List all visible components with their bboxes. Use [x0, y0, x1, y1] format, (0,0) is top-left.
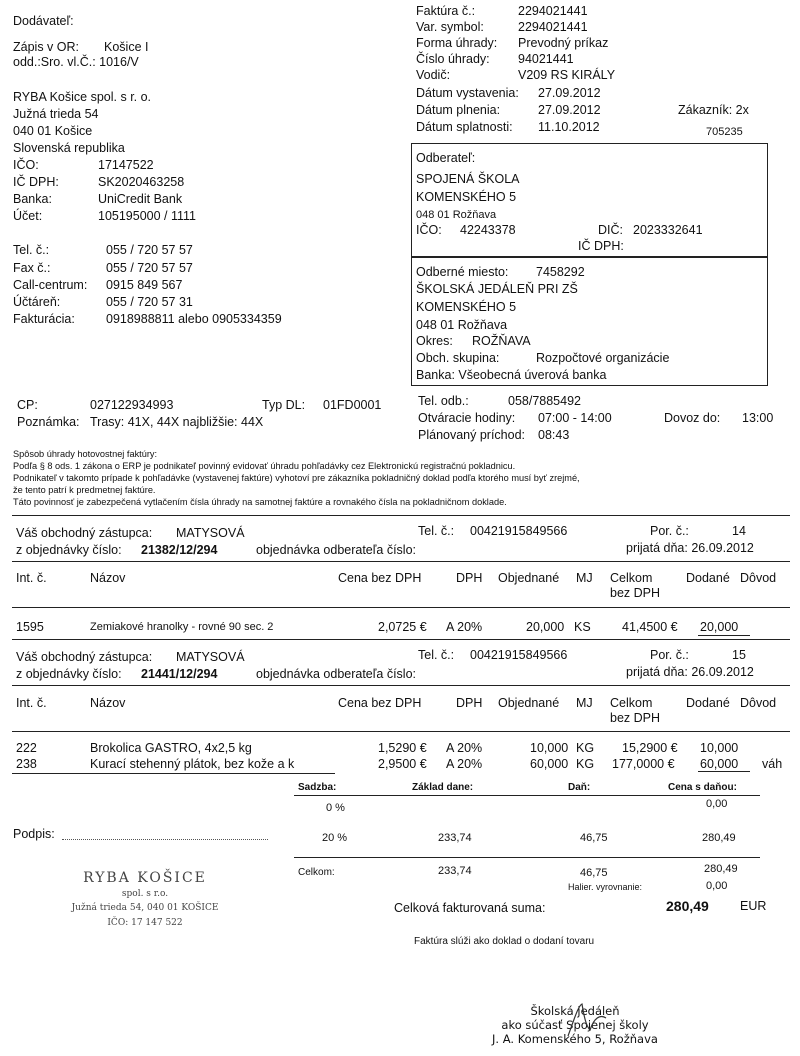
sum-grand-total: 280,49 — [704, 863, 738, 875]
buyer-dic: 2023332641 — [633, 223, 703, 237]
dl-type: 01FD0001 — [323, 398, 382, 412]
buyer-street: KOMENSKÉHO 5 — [416, 190, 517, 204]
sum-base-total: 233,74 — [438, 865, 472, 877]
order-tel-label: Tel. č.: — [418, 524, 455, 538]
divider — [12, 515, 790, 516]
signature-line — [62, 839, 268, 840]
hours: 07:00 - 14:00 — [538, 411, 612, 425]
stamp-title: RYBA KOŠICE — [83, 870, 207, 886]
billing-value: 0918988811 alebo 0905334359 — [106, 312, 282, 326]
received-date: prijatá dňa: 26.09.2012 — [626, 541, 754, 555]
divider — [12, 639, 790, 640]
underline — [698, 635, 750, 636]
invoice-number-label: Faktúra č.: — [416, 4, 476, 18]
tel-label: Tel. č.: — [13, 243, 50, 257]
issued-label: Dátum vystavenia: — [416, 86, 519, 100]
stamp-sub: spol. s r.o. — [121, 889, 169, 899]
col-total: Celkom bez DPH — [610, 696, 661, 725]
payno: 94021441 — [518, 52, 574, 66]
buyer-ico: 42243378 — [460, 223, 516, 237]
supplier-city: 040 01 Košice — [13, 124, 93, 138]
call-value: 0915 849 567 — [106, 278, 183, 292]
item-delivered: 10,000 — [700, 741, 739, 755]
delivery-city: 048 01 Rožňava — [416, 318, 508, 332]
supplier-ico: 17147522 — [98, 158, 154, 172]
accounting-label: Účtáreň: — [13, 295, 61, 309]
item-total: 41,4500 € — [622, 620, 678, 634]
por: 14 — [732, 524, 746, 538]
item-id: 222 — [16, 741, 37, 755]
col-id: Int. č. — [16, 696, 47, 710]
col-price: Cena bez DPH — [338, 571, 422, 585]
buyer-dic-label: DIČ: — [598, 223, 623, 237]
divider — [12, 607, 790, 608]
col-id: Int. č. — [16, 571, 47, 585]
register-label: Zápis v OR: — [13, 40, 79, 54]
delivery-label: Odberné miesto: — [416, 265, 509, 279]
col-name: Názov — [90, 696, 126, 710]
dl-type-label: Typ DL: — [262, 398, 306, 412]
sum-label: Celkom: — [298, 867, 335, 878]
dovoz-label: Dovoz do: — [664, 411, 721, 425]
delivery-street: KOMENSKÉHO 5 — [416, 300, 517, 314]
col-unit: MJ — [576, 571, 593, 585]
sum-col-rate: Sadzba: — [298, 782, 337, 793]
rounding-label: Halier. vyrovnanie: — [568, 882, 643, 892]
col-delivered: Dodané — [686, 571, 730, 585]
supplier-country: Slovenská republika — [13, 141, 125, 155]
col-vat: DPH — [456, 696, 483, 710]
stamp-ico: IČO: 17 147 522 — [107, 918, 183, 928]
sum-tax-total: 46,75 — [580, 867, 608, 879]
buyer-tel-label: Tel. odb.: — [418, 394, 469, 408]
item-qty: 60,000 — [530, 757, 569, 771]
underline — [698, 771, 750, 772]
order-number: 21382/12/294 — [141, 543, 218, 557]
item-vat: A 20% — [446, 757, 483, 771]
rep-label: Váš obchodný zástupca: — [16, 650, 153, 664]
col-reason: Dôvod — [740, 696, 777, 710]
item-delivered: 20,000 — [700, 620, 739, 634]
varsym: 2294021441 — [518, 20, 588, 34]
fax-value: 055 / 720 57 57 — [106, 261, 193, 275]
buyer-icdph-label: IČ DPH: — [578, 239, 624, 253]
receiver-line: J. A. Komenského 5, Rožňava — [492, 1032, 658, 1046]
footnote: Faktúra slúži ako doklad o dodaní tovaru — [414, 936, 595, 947]
divider — [12, 561, 790, 562]
received-date: prijatá dňa: 26.09.2012 — [626, 665, 754, 679]
buyer-heading: Odberateľ: — [416, 151, 476, 165]
item-reason: váh — [762, 757, 783, 771]
supplier-icdph-label: IČ DPH: — [13, 175, 59, 189]
por-label: Por. č.: — [650, 524, 689, 538]
supplier-account: 105195000 / 1111 — [98, 209, 197, 223]
item-unit: KG — [576, 741, 595, 755]
notice-line: Spôsob úhrady hotovostnej faktúry: — [13, 449, 158, 459]
stamp-address: Južná trieda 54, 040 01 KOŠICE — [71, 903, 219, 913]
sum-tax: 46,75 — [580, 832, 608, 844]
rep: MATYSOVÁ — [176, 526, 245, 540]
grand-label: Celková fakturovaná suma: — [394, 901, 546, 915]
receiver-line: ako súčasť Spojenej školy — [501, 1018, 649, 1032]
supplier-icdph: SK2020463258 — [98, 175, 185, 189]
por-label: Por. č.: — [650, 648, 689, 662]
ref-number: 705235 — [706, 126, 743, 138]
invoice-number: 2294021441 — [518, 4, 588, 18]
due: 11.10.2012 — [538, 120, 600, 134]
divider — [12, 685, 790, 686]
buyer-order-label: objednávka odberateľa číslo: — [256, 543, 417, 557]
supplier-street: Južná trieda 54 — [13, 107, 99, 121]
arrival-label: Plánovaný príchod: — [418, 428, 526, 442]
item-qty: 20,000 — [526, 620, 565, 634]
handwritten-signature — [560, 1000, 620, 1040]
supplier-heading: Dodávateľ: — [13, 14, 74, 28]
dovoz: 13:00 — [742, 411, 774, 425]
driver: V209 RS KIRÁLY — [518, 68, 616, 82]
receiver-line: Školská jedáleň — [530, 1004, 620, 1018]
sum-rate: 0 % — [326, 802, 345, 814]
sum-total: 280,49 — [702, 832, 736, 844]
grand-total: 280,49 — [666, 898, 709, 914]
col-unit: MJ — [576, 696, 593, 710]
notice-line: Táto povinnosť je zabezpečená vytlačením čísla úhrady na samotnej faktúre a rovnakého čísla na pokladničnom doklade. — [13, 497, 507, 507]
divider — [12, 731, 790, 732]
order-number: 21441/12/294 — [141, 667, 218, 681]
fulfil-label: Dátum plnenia: — [416, 103, 501, 117]
buyer-name: SPOJENÁ ŠKOLA — [416, 172, 520, 186]
register-value: Košice I — [104, 40, 149, 54]
col-delivered: Dodané — [686, 696, 730, 710]
col-price: Cena bez DPH — [338, 696, 422, 710]
rep-label: Váš obchodný zástupca: — [16, 526, 153, 540]
signature-label: Podpis: — [13, 827, 55, 841]
item-qty: 10,000 — [530, 741, 569, 755]
order-tel: 00421915849566 — [470, 648, 568, 662]
sum-col-tax: Daň: — [568, 782, 591, 793]
item-unit: KS — [574, 620, 591, 634]
note: Trasy: 41X, 44X najbližšie: 44X — [90, 415, 264, 429]
cp-value: 027122934993 — [90, 398, 174, 412]
sum-rate: 20 % — [322, 832, 348, 844]
supplier-account-label: Účet: — [13, 209, 43, 223]
rounding: 0,00 — [706, 880, 728, 892]
billing-label: Fakturácia: — [13, 312, 75, 326]
item-price: 2,9500 € — [378, 757, 427, 771]
item-name: Zemiakové hranolky - rovné 90 sec. 2 — [90, 621, 274, 633]
delivery-code: 7458292 — [536, 265, 585, 279]
item-price: 1,5290 € — [378, 741, 427, 755]
supplier-stamp — [30, 870, 260, 928]
notice-line: Podnikateľ v takomto prípade k pohľadávke (vystavenej faktúre) vyhotoví pre zákazníka pokladničný doklad podľa ktorého musí byť zrejmé, — [13, 473, 580, 483]
order-label: z objednávky číslo: — [16, 667, 122, 681]
divider — [294, 795, 760, 796]
item-total: 177,0000 € — [612, 757, 675, 771]
item-unit: KG — [576, 757, 595, 771]
order-tel: 00421915849566 — [470, 524, 568, 538]
varsym-label: Var. symbol: — [416, 20, 484, 34]
col-ordered: Objednané — [498, 571, 560, 585]
cp-label: CP: — [17, 398, 38, 412]
group: Rozpočtové organizácie — [536, 351, 670, 365]
supplier-ico-label: IČO: — [13, 158, 39, 172]
hours-label: Otváracie hodiny: — [418, 411, 516, 425]
fax-label: Fax č.: — [13, 261, 51, 275]
col-name: Názov — [90, 571, 126, 585]
supplier-name: RYBA Košice spol. s r. o. — [13, 90, 152, 104]
fulfil: 27.09.2012 — [538, 103, 601, 117]
order-tel-label: Tel. č.: — [418, 648, 455, 662]
item-total: 15,2900 € — [622, 741, 678, 755]
buyer-tel: 058/7885492 — [508, 394, 581, 408]
item-name: Brokolica GASTRO, 4x2,5 kg — [90, 741, 252, 755]
buyer-order-label: objednávka odberateľa číslo: — [256, 667, 417, 681]
district: ROŽŇAVA — [472, 334, 531, 348]
supplier-bank: UniCredit Bank — [98, 192, 183, 206]
item-vat: A 20% — [446, 741, 483, 755]
payment-notice — [13, 448, 580, 508]
buyer-ico-label: IČO: — [416, 223, 442, 237]
order-label: z objednávky číslo: — [16, 543, 122, 557]
group-label: Obch. skupina: — [416, 351, 500, 365]
register-section: odd.:Sro. vl.Č.: 1016/V — [13, 55, 139, 69]
item-id: 1595 — [16, 620, 44, 634]
issued: 27.09.2012 — [538, 86, 601, 100]
delivery-name: ŠKOLSKÁ JEDÁLEŇ PRI ZŠ — [416, 282, 578, 296]
item-name: Kurací stehenný plátok, bez kože a k — [90, 757, 295, 771]
item-price: 2,0725 € — [378, 620, 427, 634]
sum-col-base: Základ dane: — [412, 782, 474, 793]
notice-line: že tento patrí k predmetnej faktúre. — [13, 485, 156, 495]
item-vat: A 20% — [446, 620, 483, 634]
call-label: Call-centrum: — [13, 278, 88, 292]
payment-label: Forma úhrady: — [416, 36, 498, 50]
sum-base: 233,74 — [438, 832, 472, 844]
payno-label: Číslo úhrady: — [416, 52, 490, 66]
col-ordered: Objednané — [498, 696, 560, 710]
customer-label: Zákazník: 2x — [678, 103, 749, 117]
item-id: 238 — [16, 757, 37, 771]
item-delivered: 60,000 — [700, 757, 739, 771]
note-label: Poznámka: — [17, 415, 80, 429]
delivery-bank: Banka: Všeobecná úverová banka — [416, 368, 607, 382]
notice-line: Podľa § 8 ods. 1 zákona o ERP je podnikateľ povinný evidovať úhradu pohľadávky cez Elektronickú registračnú pokladnicu. — [13, 461, 516, 471]
col-vat: DPH — [456, 571, 483, 585]
tel-value: 055 / 720 57 57 — [106, 243, 193, 257]
due-label: Dátum splatnosti: — [416, 120, 513, 134]
district-label: Okres: — [416, 334, 453, 348]
col-reason: Dôvod — [740, 571, 777, 585]
accounting-value: 055 / 720 57 31 — [106, 295, 193, 309]
supplier-bank-label: Banka: — [13, 192, 52, 206]
rep: MATYSOVÁ — [176, 650, 245, 664]
buyer-city: 048 01 Rožňava — [416, 209, 497, 221]
sum-col-total: Cena s daňou: — [668, 782, 737, 793]
currency: EUR — [740, 899, 767, 913]
col-total: Celkom bez DPH — [610, 571, 661, 600]
arrival: 08:43 — [538, 428, 570, 442]
divider — [12, 773, 335, 774]
divider — [294, 857, 760, 858]
por: 15 — [732, 648, 746, 662]
payment: Prevodný príkaz — [518, 36, 609, 50]
driver-label: Vodič: — [416, 68, 451, 82]
sum-total: 0,00 — [706, 798, 728, 810]
